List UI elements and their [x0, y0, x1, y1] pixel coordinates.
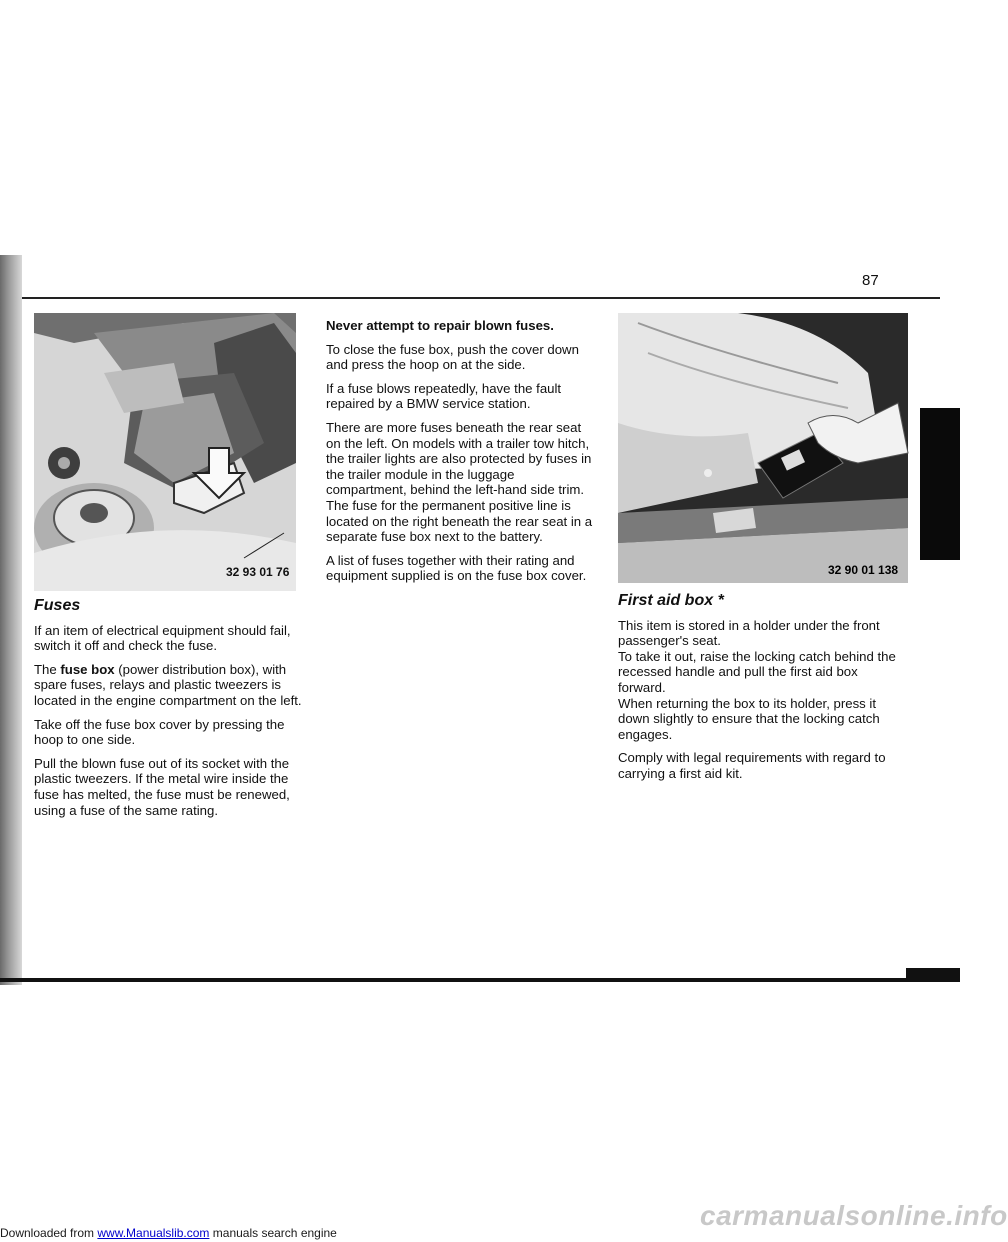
- first-aid-illustration: [618, 313, 908, 583]
- first-aid-column: [618, 593, 908, 790]
- fuse-details-column: [326, 318, 596, 592]
- text: The: [34, 661, 61, 677]
- footer-rule: [0, 978, 960, 982]
- figure-code: 32 90 01 138: [828, 563, 899, 577]
- paragraph: If an item of electrical equipment should fail, switch it off and check the fuse.: [34, 622, 291, 654]
- paragraph: [34, 662, 306, 709]
- first-aid-drawing: [618, 313, 908, 583]
- paragraph: Comply with legal requirements with regard to carrying a first aid kit.: [618, 750, 886, 781]
- bold-term: fuse box: [60, 661, 115, 677]
- paragraph: This item is stored in a holder under the front passenger's seat.: [618, 617, 880, 649]
- paragraph: There are more fuses beneath the rear seat on the left. On models with a trailer tow hitch, the trailer lights are also protected by fuses in the trailer module in the luggage compartment, behind the left-hand side trim. The fuse for the permanent positive line is located on the right beneath the rear seat in a separate fuse box next to the battery.: [326, 419, 593, 545]
- fuses-column: [34, 598, 306, 826]
- paragraph: To close the fuse box, push the cover down and press the hoop on at the side.: [326, 341, 579, 373]
- figure-code: 32 93 01 76: [226, 565, 290, 579]
- manualslib-link[interactable]: www.Manualslib.com: [97, 1226, 210, 1240]
- fuse-box-drawing: [34, 313, 296, 591]
- section-heading-fuses: Fuses: [34, 597, 81, 614]
- paragraph: To take it out, raise the locking catch behind the recessed handle and pull the first aid box forward.: [618, 648, 896, 695]
- download-footer: [0, 1226, 337, 1240]
- section-heading-first-aid: First aid box *: [618, 592, 724, 609]
- paragraph: A list of fuses together with their rating and equipment supplied is on the fuse box cover.: [326, 552, 587, 584]
- paragraph: If a fuse blows repeatedly, have the fault repaired by a BMW service station.: [326, 380, 562, 412]
- fuse-box-illustration: [34, 313, 296, 591]
- page-number: 87: [862, 272, 879, 289]
- paragraph: When returning the box to its holder, press it down slightly to ensure that the locking catch engages.: [618, 695, 880, 742]
- footer-prefix: Downloaded from: [0, 1226, 98, 1240]
- paragraph: Pull the blown fuse out of its socket with the plastic tweezers. If the metal wire inside the fuse has melted, the fuse must be renewed, using a fuse of the same rating.: [34, 755, 290, 818]
- watermark: carmanualsonline.info: [700, 1200, 1008, 1231]
- header-rule: [22, 297, 940, 299]
- footer-suffix: manuals search engine: [209, 1226, 337, 1240]
- warning-lead: Never attempt to repair blown fuses.: [326, 318, 554, 333]
- thumb-index-tab: [920, 408, 960, 560]
- paragraph: Take off the fuse box cover by pressing the hoop to one side.: [34, 716, 285, 748]
- text: (power distribution box), with spare fuses, relays and plastic tweezers is located in the engine compartment on the left.: [34, 661, 302, 708]
- page-edge-shadow: [0, 255, 22, 985]
